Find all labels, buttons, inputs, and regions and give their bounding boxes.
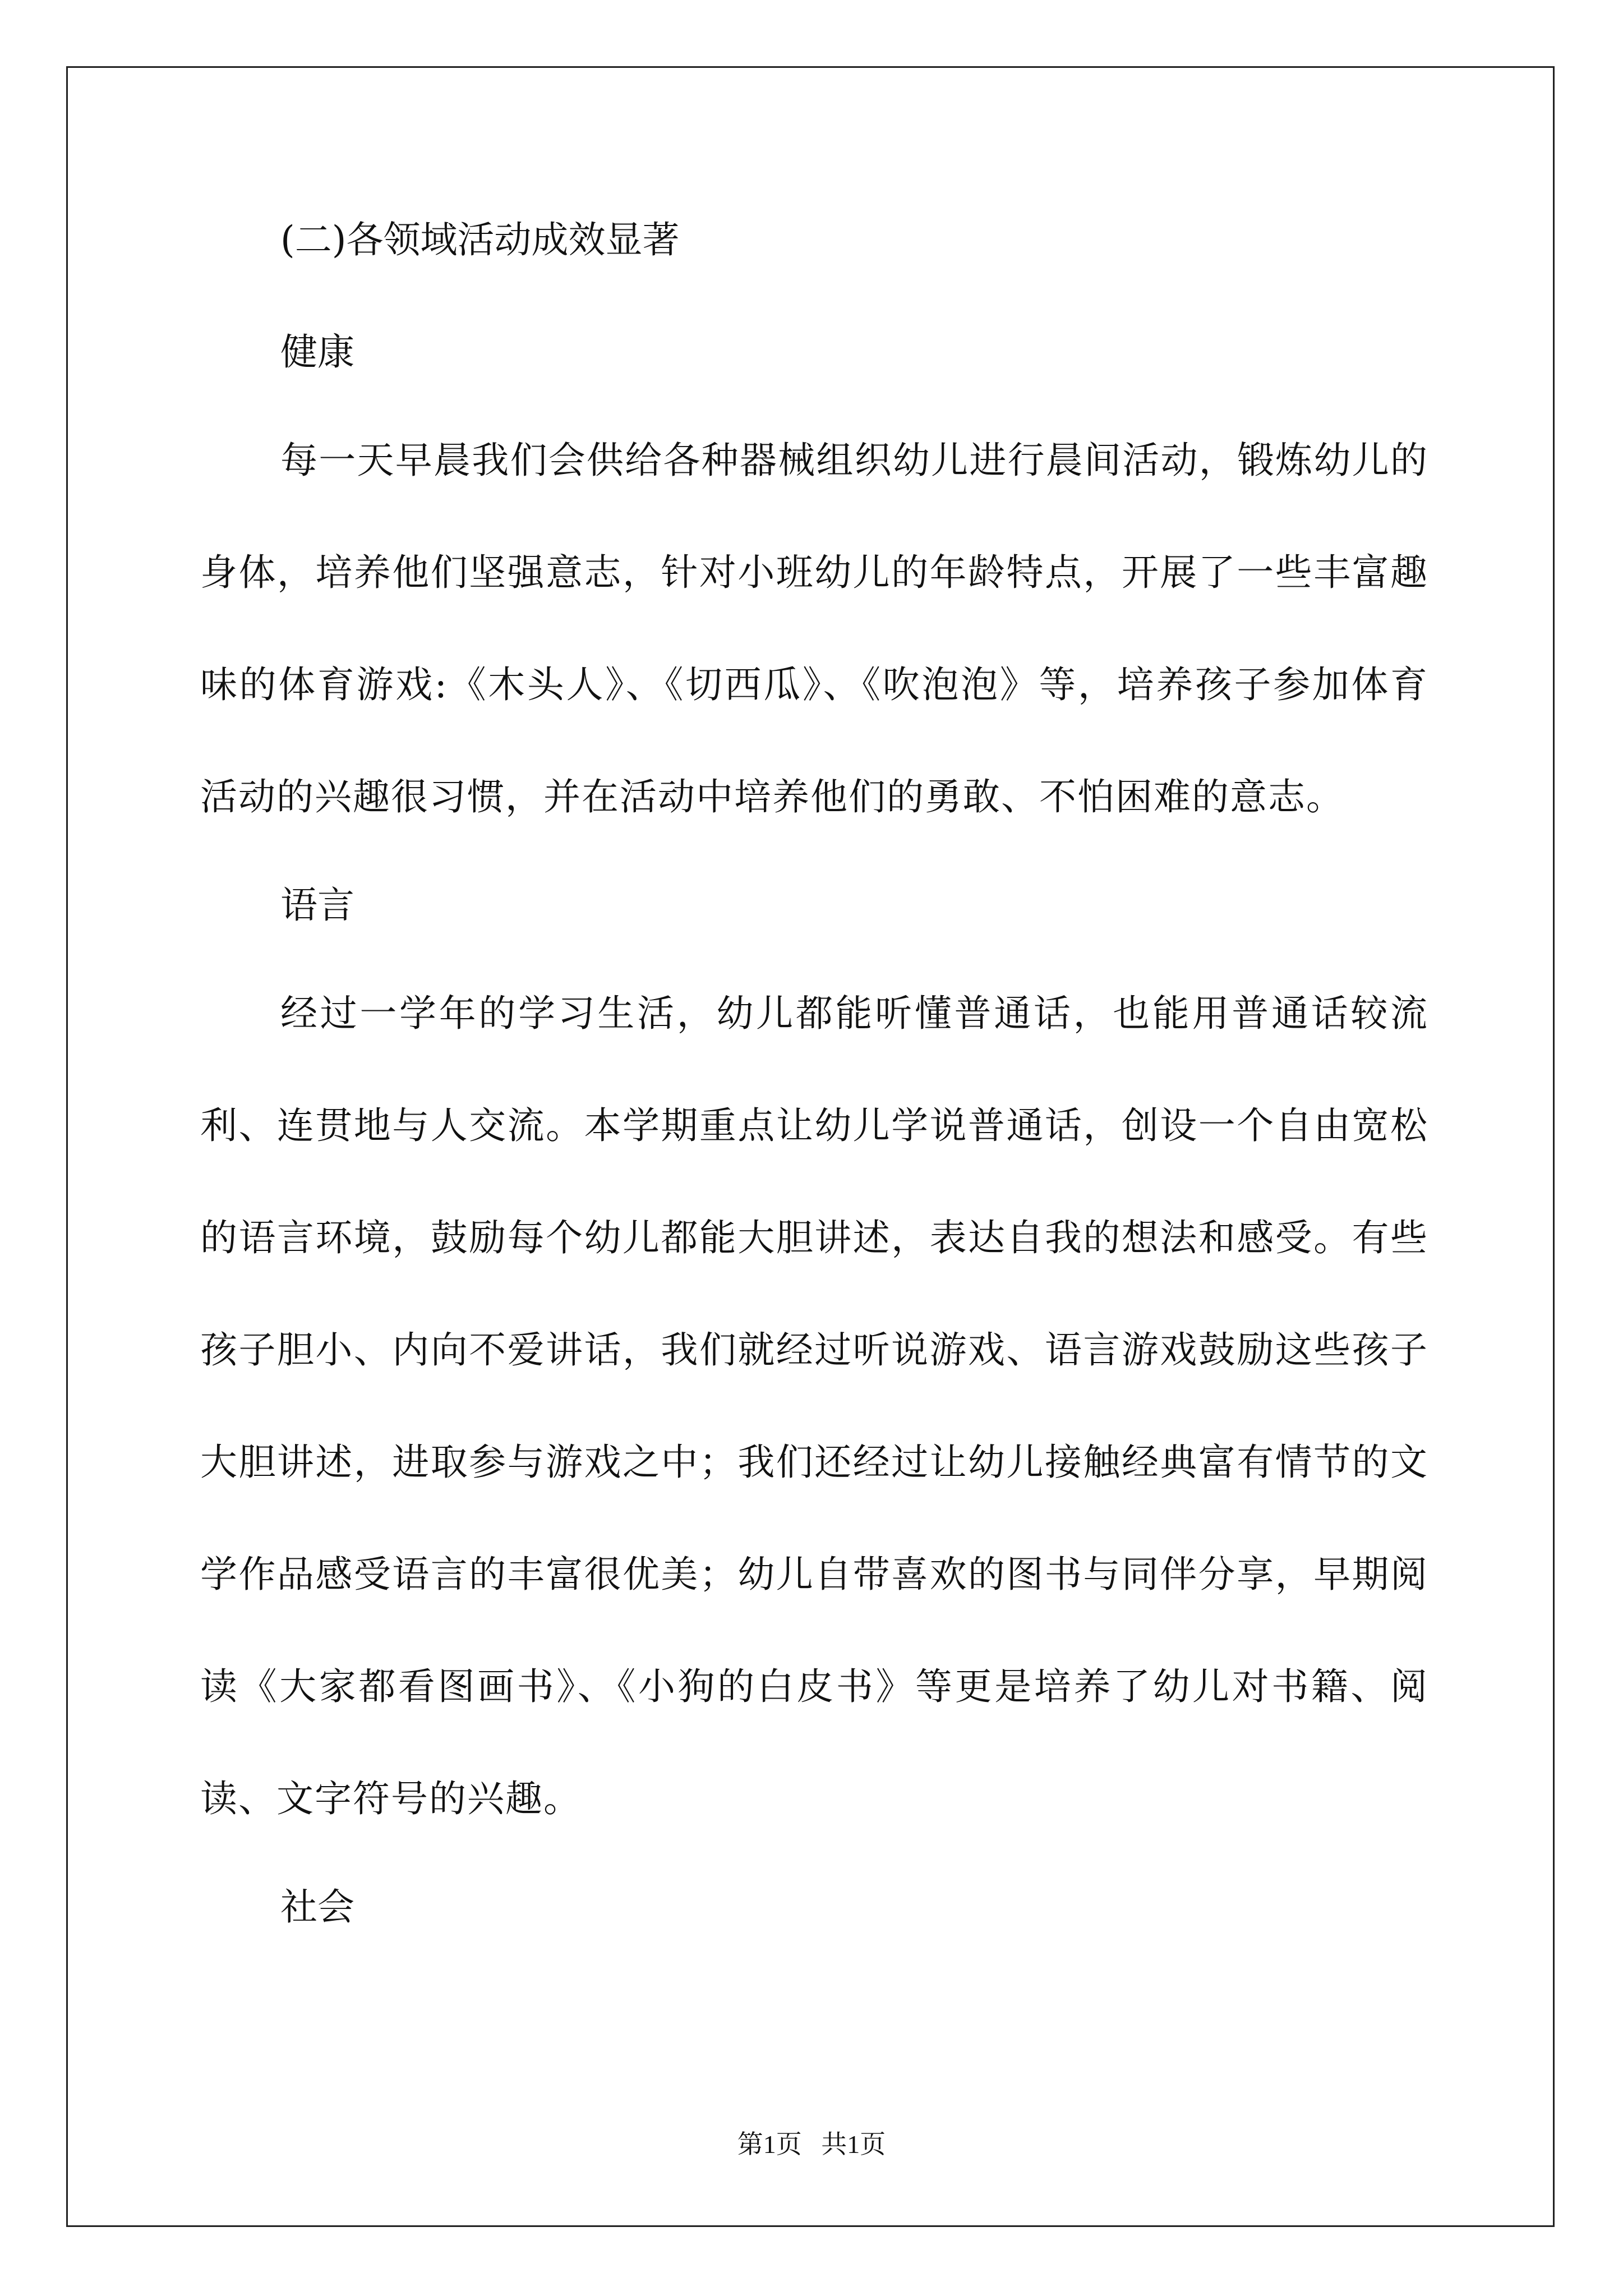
document-body bbox=[200, 218, 1428, 1929]
subsection-title-health: 健康 bbox=[280, 330, 354, 374]
page-footer: 第1页 共1页 bbox=[737, 2130, 886, 2159]
subsection-title-language: 语言 bbox=[280, 884, 354, 927]
subsection-title-society: 社会 bbox=[280, 1885, 354, 1929]
section-heading: (二)各领域活动成效显著 bbox=[280, 218, 680, 261]
paragraph-language: 经过一学年的学习生活，幼儿都能听懂普通话，也能用普通话较流利、连贯地与人交流。本学期重点让幼儿学说普通话，创设一个自由宽松的语言环境，鼓励每个幼儿都能大胆讲述，表达自我的想法和感受。有些孩子胆小、内向不爱讲话，我们就经过听说游戏、语言游戏鼓励这些孩子大胆讲述，进取参与游戏之中；我们还经过让幼儿接触经典富有情节的文学作品感受语言的丰富很优美；幼儿自带喜欢的图书与同伴分享，早期阅读《大家都看图画书》、《小狗的白皮书》等更是培养了幼儿对书籍、阅读、文字符号的兴趣。 bbox=[200, 992, 1428, 1820]
paragraph-health: 每一天早晨我们会供给各种器械组织幼儿进行晨间活动，锻炼幼儿的身体，培养他们坚强意志，针对小班幼儿的年龄特点，开展了一些丰富趣味的体育游戏:《木头人》、《切西瓜》、《吹泡泡》等，培养孩子参加体育活动的兴趣很习惯，并在活动中培养他们的勇敢、不怕困难的意志。 bbox=[200, 439, 1428, 818]
